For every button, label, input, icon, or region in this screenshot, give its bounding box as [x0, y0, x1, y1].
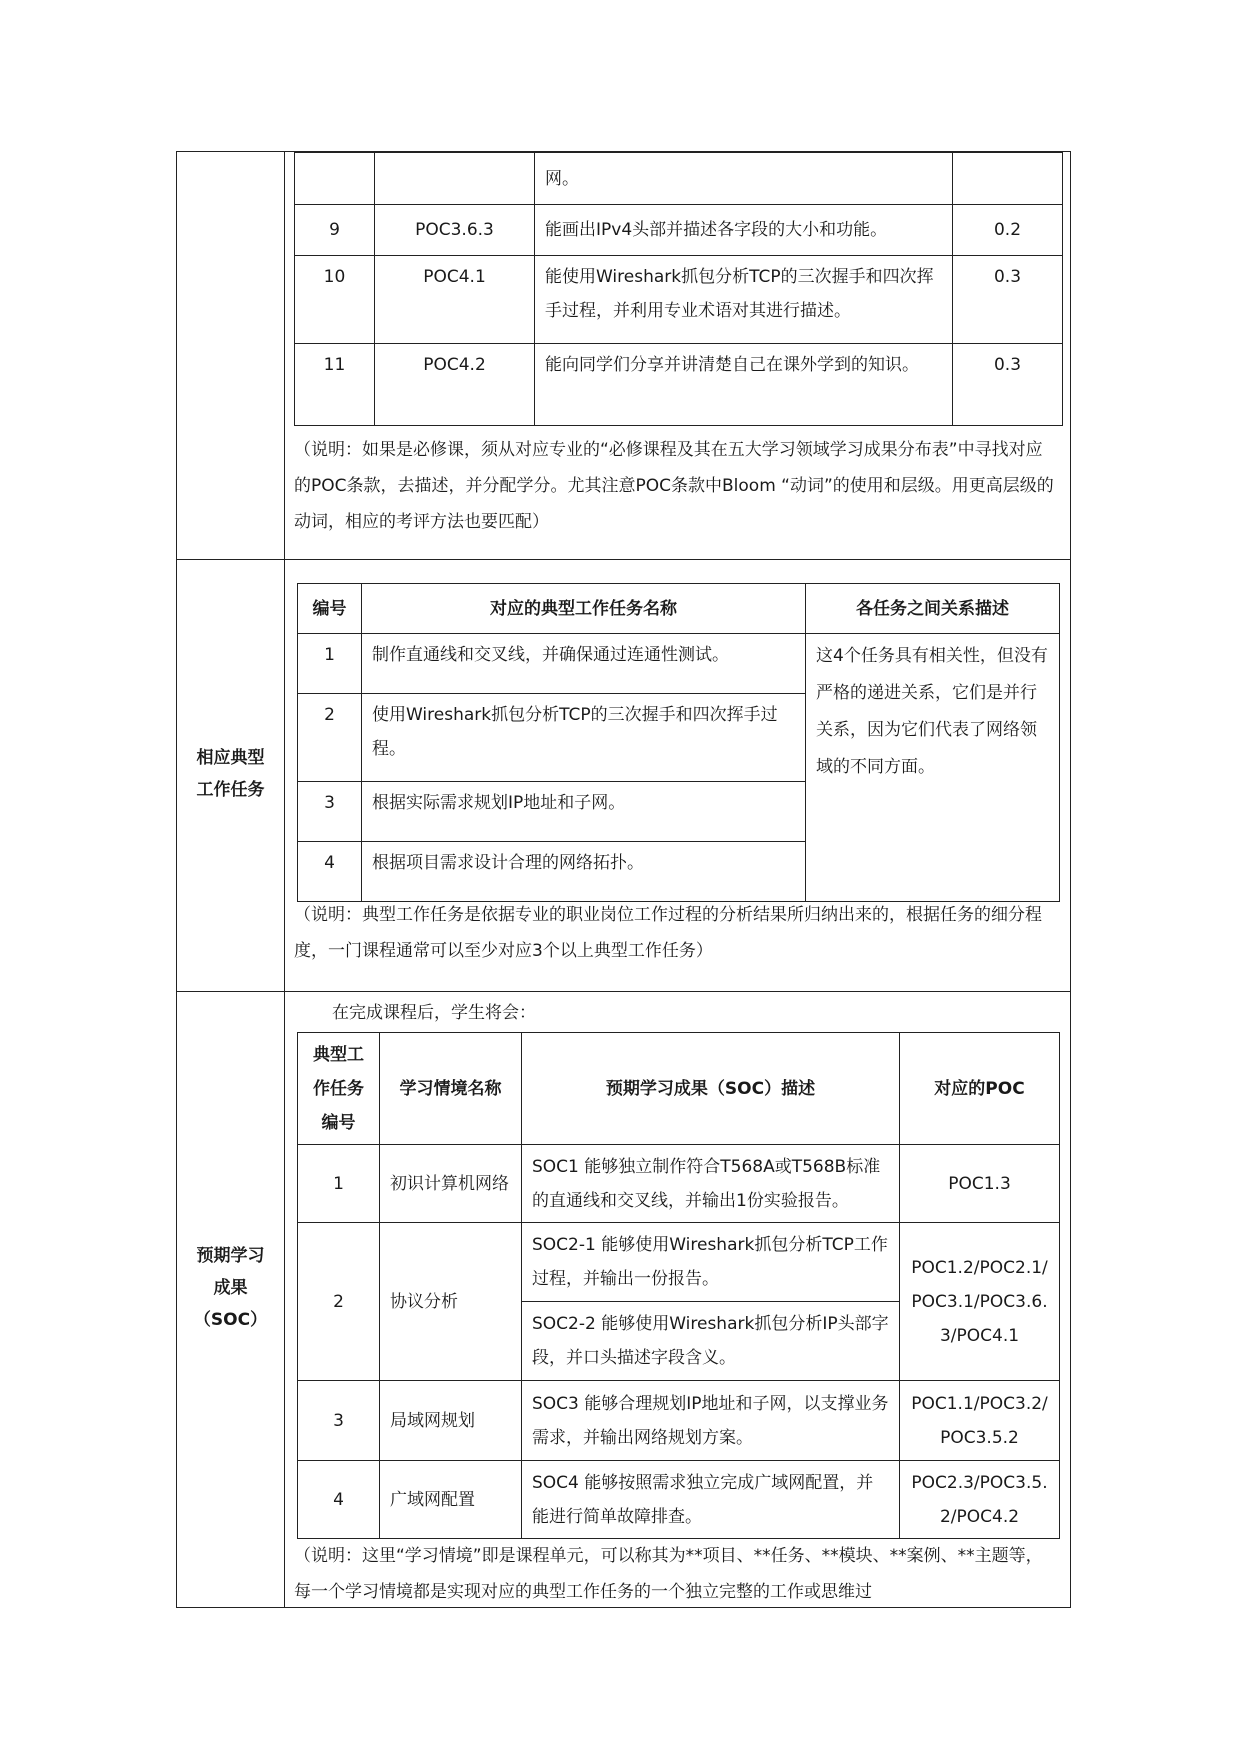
tasks-label-line2: 工作任务 — [196, 780, 265, 800]
soc-desc: SOC3 能够合理规划IP地址和子网，以支撑业务需求，并输出网络规划方案。 — [522, 1381, 900, 1461]
table-row — [298, 1381, 1060, 1461]
soc-scene: 协议分析 — [380, 1223, 522, 1381]
poc-credit: 0.3 — [953, 344, 1063, 426]
table-row — [295, 344, 1063, 426]
task-relation: 这4个任务具有相关性，但没有严格的递进关系，它们是并行关系，因为它们代表了网络领域的不同方面。 — [806, 634, 1060, 902]
table-row — [298, 1145, 1060, 1223]
soc-poc: POC1.1/POC3.2/POC3.5.2 — [900, 1381, 1060, 1461]
table-row — [295, 205, 1063, 256]
soc-task-no: 2 — [298, 1223, 380, 1381]
task-no: 1 — [298, 634, 362, 694]
tasks-section-label — [177, 742, 284, 806]
poc-desc: 能向同学们分享并讲清楚自己在课外学到的知识。 — [535, 344, 953, 426]
soc-note: （说明：这里“学习情境”即是课程单元，可以称其为**项目、**任务、**模块、**案例、**主题等，每一个学习情境都是实现对应的典型工作任务的一个独立完整的工作或思维过 — [294, 1546, 1043, 1602]
poc-credit — [953, 153, 1063, 205]
soc-section-label — [177, 1240, 284, 1336]
soc-intro: 在完成课程后，学生将会： — [332, 1003, 536, 1023]
soc-desc: SOC4 能够按照需求独立完成广域网配置，并能进行简单故障排查。 — [522, 1461, 900, 1539]
col-header-scene: 学习情境名称 — [380, 1033, 522, 1145]
soc-scene: 广域网配置 — [380, 1461, 522, 1539]
col-header-task-name: 对应的典型工作任务名称 — [362, 584, 806, 634]
table-header-row — [298, 1033, 1060, 1145]
label-column-divider — [284, 152, 285, 1607]
poc-note: （说明：如果是必修课，须从对应专业的“必修课程及其在五大学习领域学习成果分布表”中寻找对应的POC条款，去描述，并分配学分。尤其注意POC条款中Bloom “动词”的使用和层级。用更高层级的动词，相应的考评方法也要匹配） — [294, 440, 1054, 532]
col-header-task-no: 典型工作任务编号 — [298, 1033, 380, 1145]
poc-table — [294, 152, 1063, 426]
task-name: 根据项目需求设计合理的网络拓扑。 — [362, 842, 806, 902]
poc-desc: 网。 — [535, 153, 953, 205]
soc-poc: POC2.3/POC3.5.2/POC4.2 — [900, 1461, 1060, 1539]
table-row — [295, 256, 1063, 344]
soc-scene: 初识计算机网络 — [380, 1145, 522, 1223]
soc-scene: 局域网规划 — [380, 1381, 522, 1461]
soc-task-no: 4 — [298, 1461, 380, 1539]
table-row — [295, 153, 1063, 205]
task-no: 4 — [298, 842, 362, 902]
soc-label-line3: （SOC） — [193, 1310, 268, 1330]
soc-poc: POC1.2/POC2.1/POC3.1/POC3.6.3/POC4.1 — [900, 1223, 1060, 1381]
soc-task-no: 1 — [298, 1145, 380, 1223]
poc-credit: 0.3 — [953, 256, 1063, 344]
col-header-relation: 各任务之间关系描述 — [806, 584, 1060, 634]
soc-desc: SOC1 能够独立制作符合T568A或T568B标准的直通线和交叉线，并输出1份实验报告。 — [522, 1145, 900, 1223]
poc-code: POC3.6.3 — [375, 205, 535, 256]
task-name: 使用Wireshark抓包分析TCP的三次握手和四次挥手过程。 — [362, 694, 806, 782]
poc-credit: 0.2 — [953, 205, 1063, 256]
soc-poc: POC1.3 — [900, 1145, 1060, 1223]
poc-desc: 能使用Wireshark抓包分析TCP的三次握手和四次挥手过程，并利用专业术语对其进行描述。 — [535, 256, 953, 344]
poc-code: POC4.2 — [375, 344, 535, 426]
poc-no — [295, 153, 375, 205]
col-header-soc-desc: 预期学习成果（SOC）描述 — [522, 1033, 900, 1145]
table-row — [298, 1461, 1060, 1539]
soc-desc: SOC2-2 能够使用Wireshark抓包分析IP头部字段，并口头描述字段含义。 — [522, 1302, 900, 1381]
soc-task-no: 3 — [298, 1381, 380, 1461]
task-name: 制作直通线和交叉线，并确保通过连通性测试。 — [362, 634, 806, 694]
tasks-note: （说明：典型工作任务是依据专业的职业岗位工作过程的分析结果所归纳出来的，根据任务的细分程度，一门课程通常可以至少对应3个以上典型工作任务） — [294, 905, 1042, 961]
col-header-poc: 对应的POC — [900, 1033, 1060, 1145]
task-no: 3 — [298, 782, 362, 842]
poc-no: 9 — [295, 205, 375, 256]
task-no: 2 — [298, 694, 362, 782]
table-header-row — [298, 584, 1060, 634]
task-name: 根据实际需求规划IP地址和子网。 — [362, 782, 806, 842]
outer-form-table — [176, 151, 1071, 1608]
poc-code — [375, 153, 535, 205]
section-divider-2 — [177, 991, 1070, 992]
poc-code: POC4.1 — [375, 256, 535, 344]
soc-label-line1: 预期学习 — [196, 1246, 265, 1266]
tasks-label-line1: 相应典型 — [196, 748, 265, 768]
poc-no: 11 — [295, 344, 375, 426]
tasks-table — [297, 583, 1060, 902]
poc-desc: 能画出IPv4头部并描述各字段的大小和功能。 — [535, 205, 953, 256]
soc-table — [297, 1032, 1060, 1539]
table-row — [298, 1223, 1060, 1302]
poc-no: 10 — [295, 256, 375, 344]
soc-label-line2: 成果 — [213, 1278, 248, 1298]
table-row — [298, 634, 1060, 694]
soc-desc: SOC2-1 能够使用Wireshark抓包分析TCP工作过程，并输出一份报告。 — [522, 1223, 900, 1302]
section-divider-1 — [177, 559, 1070, 560]
col-header-no: 编号 — [298, 584, 362, 634]
